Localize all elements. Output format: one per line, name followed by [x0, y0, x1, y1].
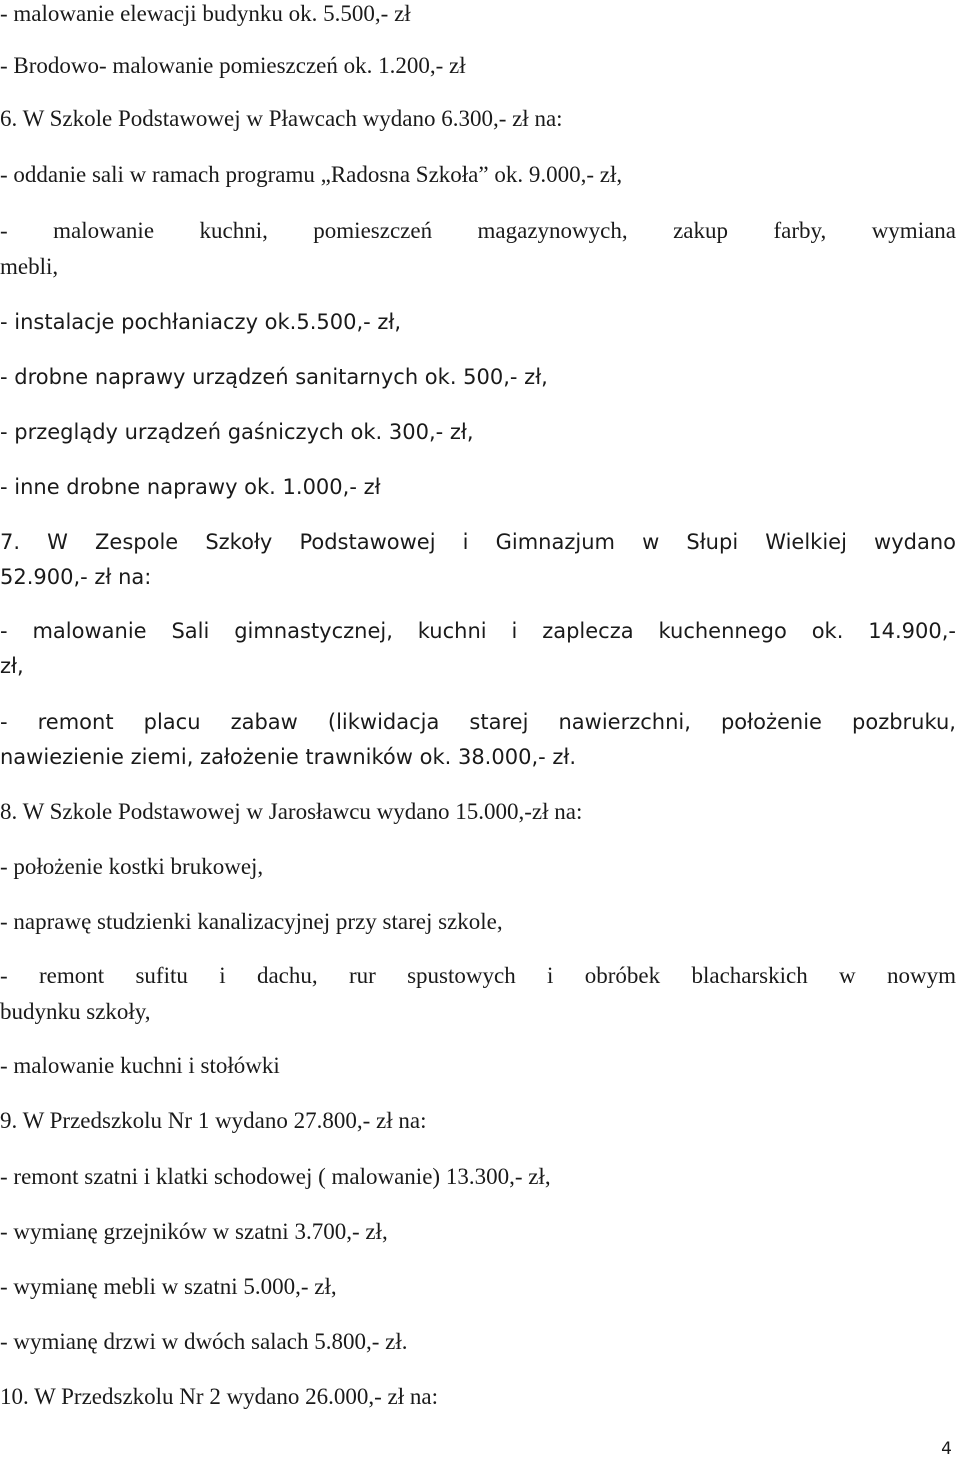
text-line: - wymianę drzwi w dwóch salach 5.800,- zł.	[0, 1329, 408, 1354]
page-number: 4	[941, 1439, 952, 1459]
text-line: zł,	[0, 654, 24, 678]
text-line: - Brodowo- malowanie pomieszczeń ok. 1.200,- zł	[0, 53, 466, 78]
text-line: - remont sufitu i dachu, rur spustowych i obróbek blacharskich w nowym	[0, 963, 956, 988]
text-line: nawiezienie ziemi, założenie trawników ok. 38.000,- zł.	[0, 745, 577, 769]
text-line: - remont placu zabaw (likwidacja starej nawierzchni, położenie pozbruku,	[0, 710, 956, 734]
text-line: - malowanie kuchni i stołówki	[0, 1053, 280, 1078]
text-line: - drobne naprawy urządzeń sanitarnych ok. 500,- zł,	[0, 365, 548, 389]
text-line: - naprawę studzienki kanalizacyjnej przy starej szkole,	[0, 909, 503, 934]
text-line: - malowanie Sali gimnastycznej, kuchni i zaplecza kuchennego ok. 14.900,-	[0, 619, 956, 643]
section-heading: 7. W Zespole Szkoły Podstawowej i Gimnazjum w Słupi Wielkiej wydano	[0, 530, 956, 554]
text-line: - instalacje pochłaniaczy ok.5.500,- zł,	[0, 310, 402, 334]
section-heading: 8. W Szkole Podstawowej w Jarosławcu wydano 15.000,-zł na:	[0, 799, 583, 824]
text-line: - przeglądy urządzeń gaśniczych ok. 300,- zł,	[0, 420, 474, 444]
text-line: - inne drobne naprawy ok. 1.000,- zł	[0, 475, 381, 499]
section-heading: 9. W Przedszkolu Nr 1 wydano 27.800,- zł na:	[0, 1108, 427, 1133]
text-line: - oddanie sali w ramach programu „Radosna Szkoła” ok. 9.000,- zł,	[0, 162, 623, 187]
section-heading: 6. W Szkole Podstawowej w Pławcach wydano 6.300,- zł na:	[0, 106, 563, 131]
text-line: - wymianę grzejników w szatni 3.700,- zł,	[0, 1219, 388, 1244]
text-line: mebli,	[0, 254, 59, 279]
text-line: - malowanie kuchni, pomieszczeń magazynowych, zakup farby, wymiana	[0, 218, 956, 243]
text-line: - remont szatni i klatki schodowej ( malowanie) 13.300,- zł,	[0, 1164, 551, 1189]
section-heading-continuation: 52.900,- zł na:	[0, 565, 152, 589]
text-line: budynku szkoły,	[0, 999, 151, 1024]
section-heading: 10. W Przedszkolu Nr 2 wydano 26.000,- zł na:	[0, 1384, 438, 1409]
text-line: - wymianę mebli w szatni 5.000,- zł,	[0, 1274, 337, 1299]
text-line: - położenie kostki brukowej,	[0, 854, 264, 879]
text-line: - malowanie elewacji budynku ok. 5.500,- zł	[0, 1, 411, 26]
